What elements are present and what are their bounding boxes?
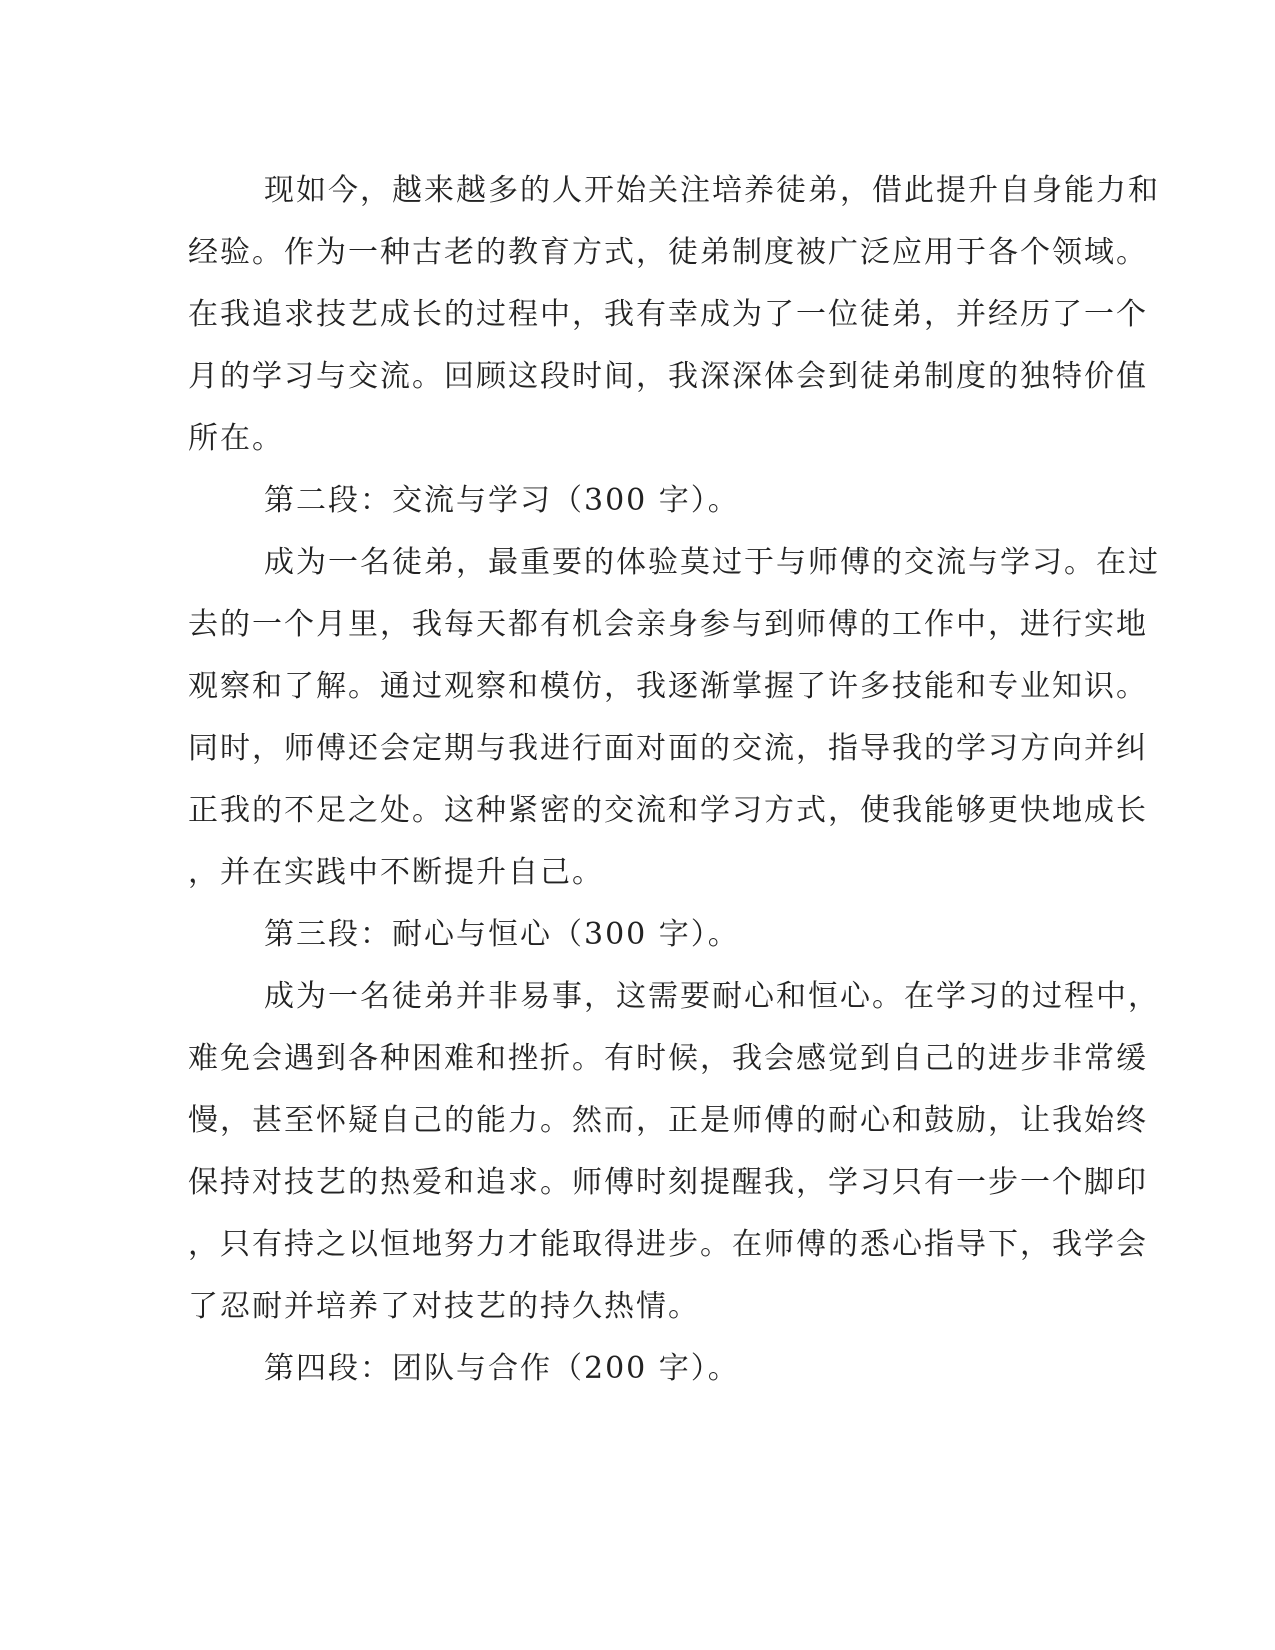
text-line: 去的一个月里，我每天都有机会亲身参与到师傅的工作中，进行实地 [188,607,1148,642]
text-line: 在我追求技艺成长的过程中，我有幸成为了一位徒弟，并经历了一个 [188,297,1148,332]
text-line: 月的学习与交流。回顾这段时间，我深深体会到徒弟制度的独特价值 [188,359,1148,394]
text-line: 观察和了解。通过观察和模仿，我逐渐掌握了许多技能和专业知识。 [188,669,1148,704]
text-line: 成为一名徒弟并非易事，这需要耐心和恒心。在学习的过程中， [264,979,1160,1014]
text-line: 正我的不足之处。这种紧密的交流和学习方式，使我能够更快地成长 [188,793,1148,828]
text-line: 经验。作为一种古老的教育方式，徒弟制度被广泛应用于各个领域。 [188,235,1148,270]
document-body [188,160,1160,1400]
text-line: 慢，甚至怀疑自己的能力。然而，正是师傅的耐心和鼓励，让我始终 [188,1103,1148,1138]
text-line: 所在。 [188,421,284,456]
text-line: 了忍耐并培养了对技艺的持久热情。 [188,1289,700,1324]
text-line: ，只有持之以恒地努力才能取得进步。在师傅的悉心指导下，我学会 [188,1227,1148,1262]
text-line: ，并在实践中不断提升自己。 [188,855,604,890]
text-line: 第四段：团队与合作（200 字）。 [264,1351,740,1386]
text-line: 难免会遇到各种困难和挫折。有时候，我会感觉到自己的进步非常缓 [188,1041,1148,1076]
text-line: 第二段：交流与学习（300 字）。 [264,483,740,518]
text-line: 现如今，越来越多的人开始关注培养徒弟，借此提升自身能力和 [264,173,1160,208]
text-line: 保持对技艺的热爱和追求。师傅时刻提醒我，学习只有一步一个脚印 [188,1165,1148,1200]
text-line: 第三段：耐心与恒心（300 字）。 [264,917,740,952]
text-line: 同时，师傅还会定期与我进行面对面的交流，指导我的学习方向并纠 [188,731,1148,766]
text-line: 成为一名徒弟，最重要的体验莫过于与师傅的交流与学习。在过 [264,545,1160,580]
